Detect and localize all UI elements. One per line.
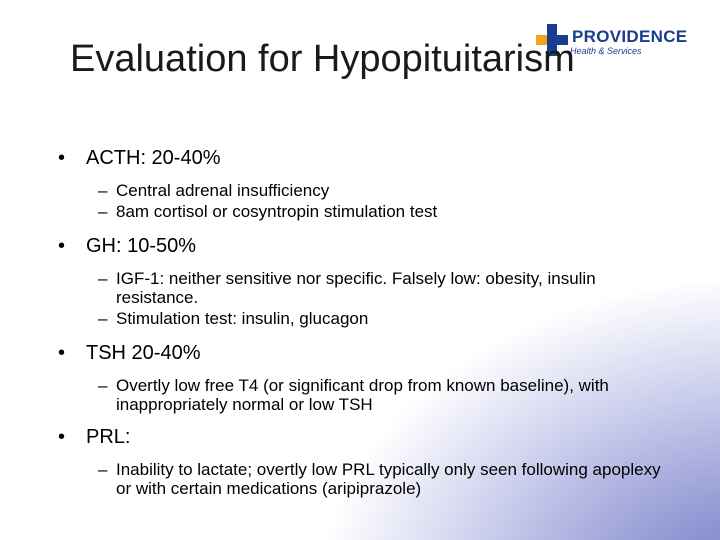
sub-item [58, 269, 668, 307]
bullet-icon: • [58, 342, 66, 364]
slide-title: Evaluation for Hypopituitarism [70, 38, 575, 80]
dash-icon: – [98, 460, 108, 479]
sub-item-text: 8am cortisol or cosyntropin stimulation test [116, 202, 438, 221]
dash-icon: – [98, 202, 108, 221]
sub-item [58, 309, 668, 328]
bullet-icon: • [58, 426, 66, 448]
sub-item [58, 376, 668, 414]
sub-item-text: Overtly low free T4 (or significant drop from known baseline), with inappropriately normal or low TSH [116, 376, 609, 414]
dash-icon: – [98, 269, 108, 288]
sub-item-text: Inability to lactate; overtly low PRL typically only seen following apoplexy or with certain medications (aripiprazole) [116, 460, 661, 498]
slide-content [58, 146, 668, 511]
bullet-icon: • [58, 147, 66, 169]
logo-name: PROVIDENCE [572, 27, 688, 46]
section-acth [58, 146, 668, 221]
section-heading: PRL: [86, 426, 131, 448]
bullet-item [58, 341, 668, 365]
section-heading: TSH 20-40% [86, 342, 201, 364]
logo-tagline: Health & Services [570, 46, 642, 56]
bullet-icon: • [58, 235, 66, 257]
dash-icon: – [98, 181, 108, 200]
section-heading: ACTH: 20-40% [86, 147, 221, 169]
sub-item-text: Stimulation test: insulin, glucagon [116, 309, 369, 328]
sub-item-text: Central adrenal insufficiency [116, 181, 330, 200]
section-heading: GH: 10-50% [86, 235, 197, 257]
bullet-item [58, 146, 668, 170]
dash-icon: – [98, 309, 108, 328]
sub-item [58, 202, 668, 221]
bullet-item [58, 425, 668, 449]
dash-icon: – [98, 376, 108, 395]
section-prl [58, 425, 668, 498]
sub-item-text: IGF-1: neither sensitive nor specific. Falsely low: obesity, insulin resistance. [116, 269, 596, 307]
sub-item [58, 460, 668, 498]
section-gh [58, 234, 668, 328]
section-tsh [58, 341, 668, 414]
sub-item [58, 181, 668, 200]
bullet-item [58, 234, 668, 258]
